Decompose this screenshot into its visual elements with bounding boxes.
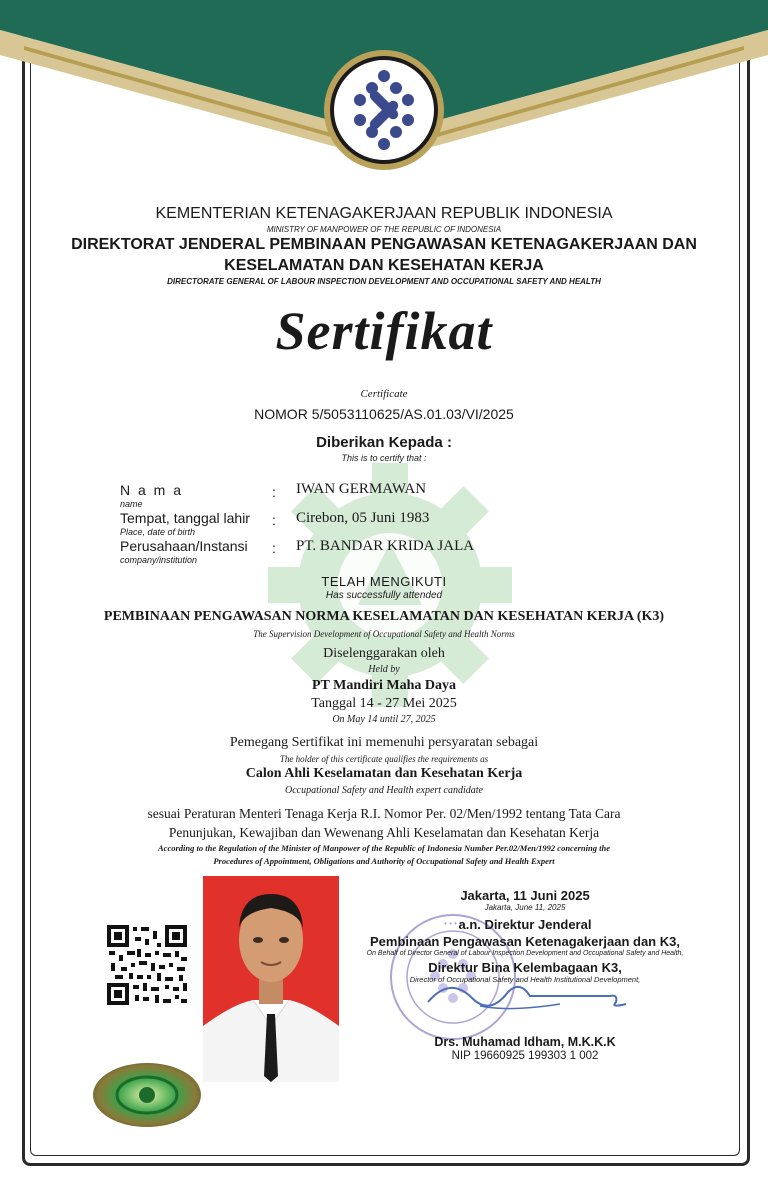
program-title-en: The Supervision Development of Occupational Safety and Health Norms	[253, 629, 515, 639]
signing-place-date: Jakarta, 11 Juni 2025	[460, 888, 590, 903]
regulation-line2: Penunjukan, Kewajiban dan Wewenang Ahli Keselamatan dan Kesehatan Kerja	[168, 825, 600, 840]
given-to-label: Diberikan Kepada :	[316, 434, 452, 451]
birth-label-en: Place, date of birth	[120, 527, 196, 537]
signer-name: Drs. Muhamad Idham, M.K.K.K	[434, 1035, 616, 1049]
attended-label: TELAH MENGIKUTI	[321, 574, 447, 589]
directorate-line2: KESELAMATAN DAN KESEHATAN KERJA	[224, 257, 544, 274]
signer-nip: NIP 19660925 199303 1 002	[451, 1050, 599, 1062]
name-label-en: name	[120, 499, 143, 509]
certificate-title: Sertifikat	[275, 301, 493, 361]
director-title: Direktur Bina Kelembagaan K3,	[428, 960, 622, 975]
regulation-en-line2: Procedures of Appointment, Obligations and Authority of Occupational Safety and Health Expert	[213, 856, 555, 866]
attended-label-en: Has successfully attended	[325, 590, 443, 601]
director-title-en: Director of Occupational Safety and Health Institutional Development,	[409, 975, 641, 984]
training-date: Tanggal 14 - 27 Mei 2025	[311, 696, 457, 711]
company-value: PT. BANDAR KRIDA JALA	[296, 538, 475, 554]
signing-place-date-en: Jakarta, June 11, 2025	[484, 903, 566, 912]
qr-code-icon	[107, 925, 187, 1005]
name-label: N a m a	[120, 482, 184, 498]
holder-photo	[203, 876, 339, 1082]
certificate-number: NOMOR 5/5053110625/AS.01.03/VI/2025	[254, 406, 514, 422]
company-colon: :	[272, 540, 276, 556]
held-by-label-en: Held by	[368, 664, 400, 675]
regulation-en-line1: According to the Regulation of the Minister of Manpower of the Republic of Indonesia Number Per.02/Men/1992 concerning the	[158, 843, 610, 853]
ministry-logo-icon	[322, 48, 446, 172]
name-value: IWAN GERMAWAN	[296, 481, 427, 497]
holder-statement: Pemegang Sertifikat ini memenuhi persyaratan sebagai	[229, 735, 539, 750]
department-line-en: On Behalf of Director General of Labour Inspection Development and Occupational Safety and Health,	[366, 950, 684, 957]
directorate-line1: DIREKTORAT JENDERAL PEMBINAAN PENGAWASAN KETENAGAKERJAAN DAN	[71, 236, 697, 253]
ministry-name-en: MINISTRY OF MANPOWER OF THE REPUBLIC OF INDONESIA	[266, 225, 502, 234]
department-line: Pembinaan Pengawasan Ketenagakerjaan dan K3,	[370, 934, 680, 949]
qualification-role: Calon Ahli Keselamatan dan Kesehatan Kerja	[245, 766, 523, 781]
company-label: Perusahaan/Instansi	[120, 538, 248, 554]
name-colon: :	[272, 484, 276, 500]
birth-label: Tempat, tanggal lahir	[120, 510, 250, 526]
birth-colon: :	[272, 512, 276, 528]
regulation-line1: sesuai Peraturan Menteri Tenaga Kerja R.I. Nomor Per. 02/Men/1992 tentang Tata Cara	[147, 806, 621, 821]
given-to-label-en: This is to certify that :	[341, 453, 427, 463]
birth-value: Cirebon, 05 Juni 1983	[296, 510, 430, 526]
ministry-name: KEMENTERIAN KETENAGAKERJAAN REPUBLIK INDONESIA	[155, 205, 613, 222]
holder-statement-en: The holder of this certificate qualifies the requirements as	[279, 754, 489, 764]
program-title: PEMBINAAN PENGAWASAN NORMA KESELAMATAN DAN KESEHATAN KERJA (K3)	[103, 609, 665, 624]
organizer-name: PT Mandiri Maha Daya	[311, 678, 457, 693]
on-behalf-line: a.n. Direktur Jenderal	[458, 917, 592, 932]
certificate-title-en: Certificate	[360, 388, 408, 400]
directorate-en: DIRECTORATE GENERAL OF LABOUR INSPECTION DEVELOPMENT AND OCCUPATIONAL SAFETY AND HEALTH	[167, 277, 601, 286]
training-date-en: On May 14 until 27, 2025	[332, 714, 436, 725]
svg-text:• • • •: • • • •	[444, 919, 462, 928]
held-by-label: Diselenggarakan oleh	[323, 646, 445, 661]
company-label-en: company/institution	[120, 555, 198, 565]
hologram-icon	[92, 1062, 202, 1128]
qualification-role-en: Occupational Safety and Health expert candidate	[284, 785, 483, 796]
